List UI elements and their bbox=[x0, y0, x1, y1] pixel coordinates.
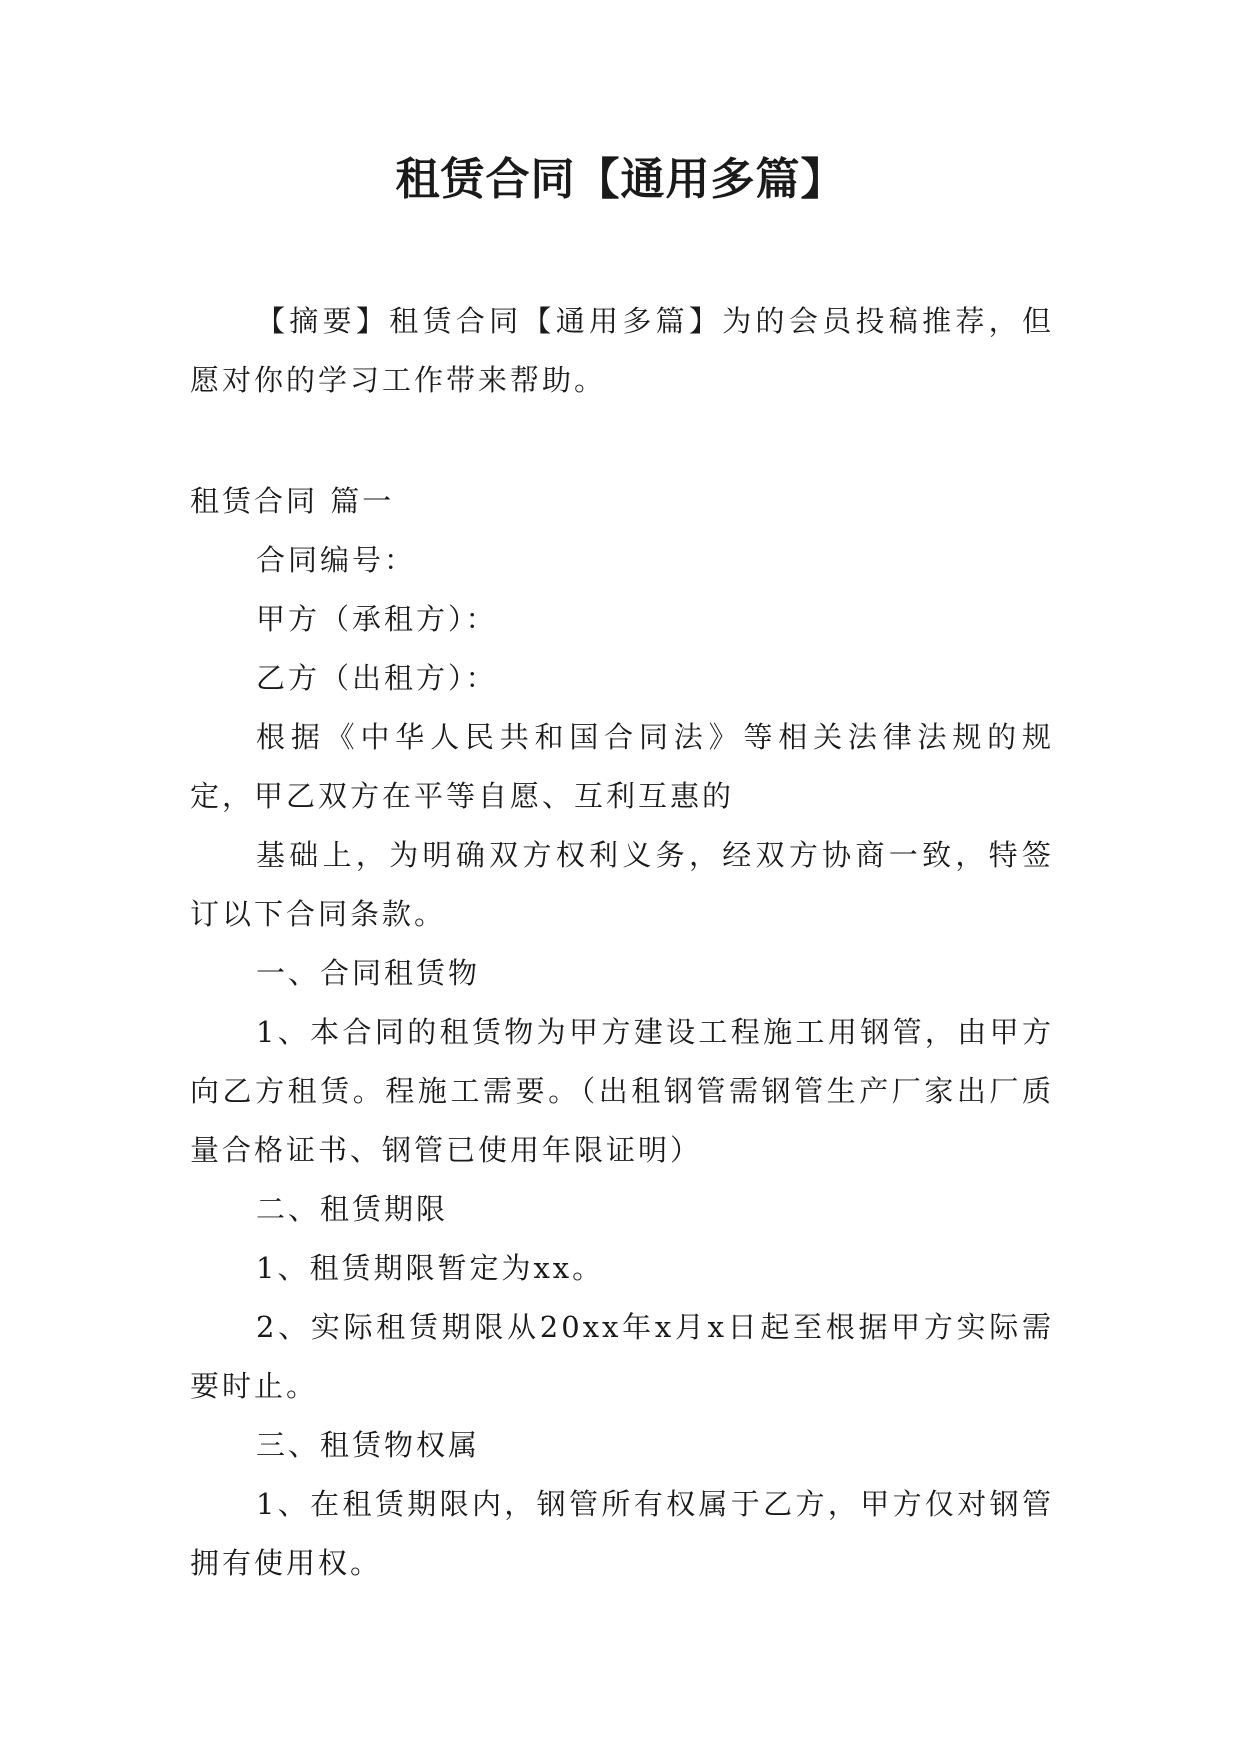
section-heading: 租赁合同 篇一 bbox=[190, 484, 395, 518]
party-a-line: 甲方（承租方）： bbox=[256, 602, 498, 636]
clause-1-item-1: 1、本合同的租赁物为甲方建设工程施工用钢管，由甲方向乙方租赁。程施工需要。（出租钢管需钢管生产厂家出厂质量合格证书、钢管已使用年限证明） bbox=[190, 1015, 1054, 1167]
clause-heading-3: 三、租赁物权属 bbox=[256, 1428, 481, 1462]
clause-heading-2: 二、租赁期限 bbox=[256, 1192, 449, 1226]
clause-heading-1: 一、合同租赁物 bbox=[256, 956, 481, 990]
document-body bbox=[190, 292, 1054, 1593]
agreement-basis-paragraph: 基础上，为明确双方权利义务，经双方协商一致，特签订以下合同条款。 bbox=[190, 838, 1054, 931]
party-b-line: 乙方（出租方）： bbox=[256, 661, 498, 695]
legal-basis-paragraph: 根据《中华人民共和国合同法》等相关法律法规的规定，甲乙双方在平等自愿、互利互惠的 bbox=[190, 720, 1054, 813]
abstract-paragraph: 【摘要】租赁合同【通用多篇】为的会员投稿推荐，但愿对你的学习工作带来帮助。 bbox=[190, 304, 1054, 397]
contract-number-line: 合同编号： bbox=[256, 543, 417, 577]
clause-3-item-1: 1、在租赁期限内，钢管所有权属于乙方，甲方仅对钢管拥有使用权。 bbox=[190, 1487, 1054, 1580]
clause-2-item-1: 1、租赁期限暂定为xx。 bbox=[256, 1251, 605, 1285]
clause-2-item-2: 2、实际租赁期限从20xx年x月x日起至根据甲方实际需要时止。 bbox=[190, 1310, 1054, 1403]
document-title: 租赁合同【通用多篇】 bbox=[395, 154, 846, 205]
